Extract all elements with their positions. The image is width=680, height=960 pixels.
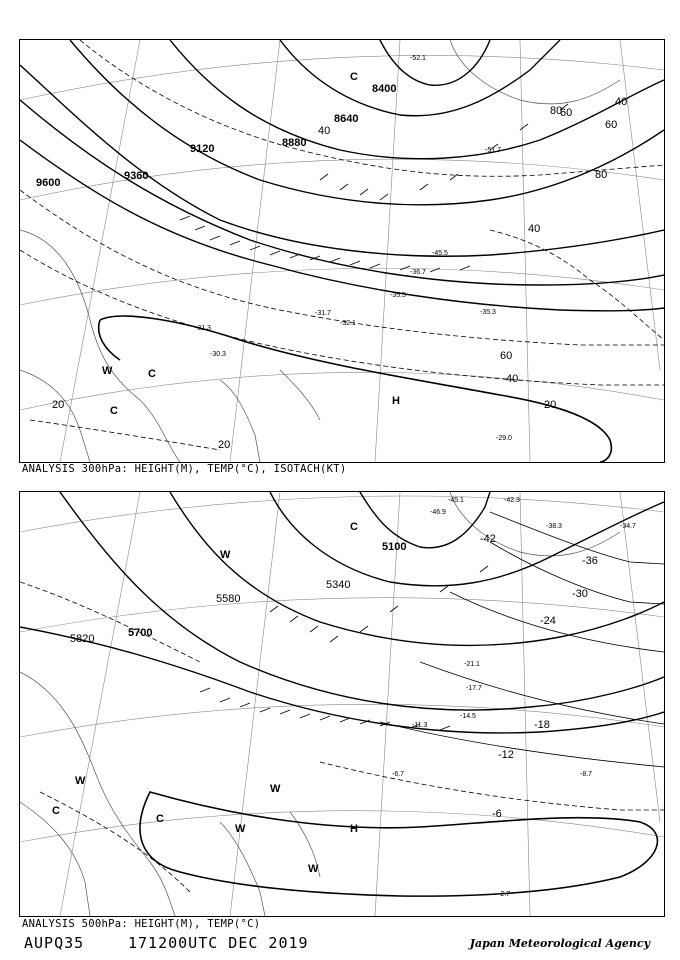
- graticule: [20, 40, 664, 462]
- station-value: -45.5: [432, 250, 448, 257]
- high-pressure-contour: [140, 792, 657, 896]
- high-pressure-center: H: [350, 823, 358, 835]
- station-value: -52.1: [410, 55, 426, 62]
- isotach-label: 40: [506, 373, 519, 385]
- cold-center: C: [110, 405, 118, 417]
- isotach-label: 60: [500, 350, 513, 362]
- station-value: -45.1: [448, 497, 464, 504]
- station-value: -14.5: [460, 713, 476, 720]
- coastline: [20, 492, 620, 916]
- isotach-label: 60: [605, 119, 618, 131]
- station-value: -35.3: [480, 309, 496, 316]
- height-contours: [20, 40, 664, 311]
- station-value: -51.7: [485, 147, 501, 154]
- wind-barbs: [180, 104, 568, 272]
- station-value: -8.7: [580, 771, 593, 778]
- isotherm-label: -12: [498, 749, 514, 761]
- isotherm-label: -6: [492, 808, 502, 820]
- station-value: -36.7: [410, 269, 426, 276]
- station-value: -11.3: [412, 722, 428, 729]
- high-pressure-contour: [99, 316, 612, 462]
- graticule: [20, 492, 664, 916]
- station-value: -42.3: [504, 497, 520, 504]
- height-contours: [20, 492, 664, 733]
- pressure-centers: [52, 521, 358, 875]
- cold-center: C: [148, 368, 156, 380]
- chart-id: AUPQ35: [24, 934, 85, 952]
- station-value: -21.1: [464, 661, 480, 668]
- station-value: -32.1: [340, 320, 356, 327]
- height-label-8640: 8640: [334, 113, 359, 125]
- caption-300hpa: ANALYSIS 300hPa: HEIGHT(M), TEMP(°C), ISOTACH(KT): [22, 463, 347, 475]
- station-value: -38.3: [546, 523, 562, 530]
- temperature-isotherms: [20, 40, 664, 450]
- issued-time: 171200UTC DEC 2019: [128, 934, 309, 952]
- cold-center: C: [350, 71, 358, 83]
- height-label-5700: 5700: [128, 627, 153, 639]
- station-value: -31.3: [195, 325, 211, 332]
- warm-center: W: [75, 775, 86, 787]
- height-label-5100: 5100: [382, 541, 407, 553]
- height-label-5820: 5820: [70, 633, 95, 645]
- isotach-label: 80: [595, 169, 608, 181]
- warm-center: W: [220, 549, 231, 561]
- height-label-5580: 5580: [216, 593, 241, 605]
- station-value: -2.7: [498, 891, 511, 898]
- isotach-label: 40: [528, 223, 541, 235]
- map-300hpa-canvas: [20, 40, 664, 462]
- isotherm-label: -42: [480, 533, 496, 545]
- height-label-5340: 5340: [326, 579, 351, 591]
- height-labels: [36, 83, 396, 189]
- station-temperatures: [392, 497, 636, 898]
- caption-500hpa: ANALYSIS 500hPa: HEIGHT(M), TEMP(°C): [22, 918, 261, 930]
- station-value: -29.0: [496, 435, 512, 442]
- height-label-9120: 9120: [190, 143, 215, 155]
- station-value: -46.9: [430, 509, 446, 516]
- isotherm-label: -24: [540, 615, 556, 627]
- isotach-label: 20: [218, 439, 231, 451]
- isotach-label: 80: [550, 105, 563, 117]
- isotach-label: 20: [544, 399, 557, 411]
- warm-center: W: [102, 365, 113, 377]
- isotach-label: 40: [318, 125, 331, 137]
- cold-center: C: [156, 813, 164, 825]
- isotach-label: 60: [560, 107, 573, 119]
- isotherm-label: -18: [534, 719, 550, 731]
- station-value: -30.3: [210, 351, 226, 358]
- height-label-8400: 8400: [372, 83, 397, 95]
- warm-center: W: [235, 823, 246, 835]
- isotach-label: 40: [615, 96, 628, 108]
- station-value: -17.7: [466, 685, 482, 692]
- high-pressure-center: H: [392, 395, 400, 407]
- warm-center: W: [270, 783, 281, 795]
- agency-name: Japan Meteorological Agency: [469, 937, 650, 950]
- cold-center: C: [52, 805, 60, 817]
- isotherm-label: -30: [572, 588, 588, 600]
- warm-center: W: [308, 863, 319, 875]
- isotherm-label: -36: [582, 555, 598, 567]
- height-labels: [70, 541, 406, 645]
- height-label-9360: 9360: [124, 170, 149, 182]
- height-label-8880: 8880: [282, 137, 307, 149]
- map-500hpa-canvas: [20, 492, 664, 916]
- map-panel-500hpa: [19, 491, 665, 917]
- station-value: -35.5: [390, 292, 406, 299]
- isotach-label: 20: [52, 399, 65, 411]
- cold-center: C: [350, 521, 358, 533]
- height-label-9600: 9600: [36, 177, 61, 189]
- station-value: -6.7: [392, 771, 405, 778]
- station-value: -34.7: [620, 523, 636, 530]
- map-panel-300hpa: [19, 39, 665, 463]
- station-value: -31.7: [315, 310, 331, 317]
